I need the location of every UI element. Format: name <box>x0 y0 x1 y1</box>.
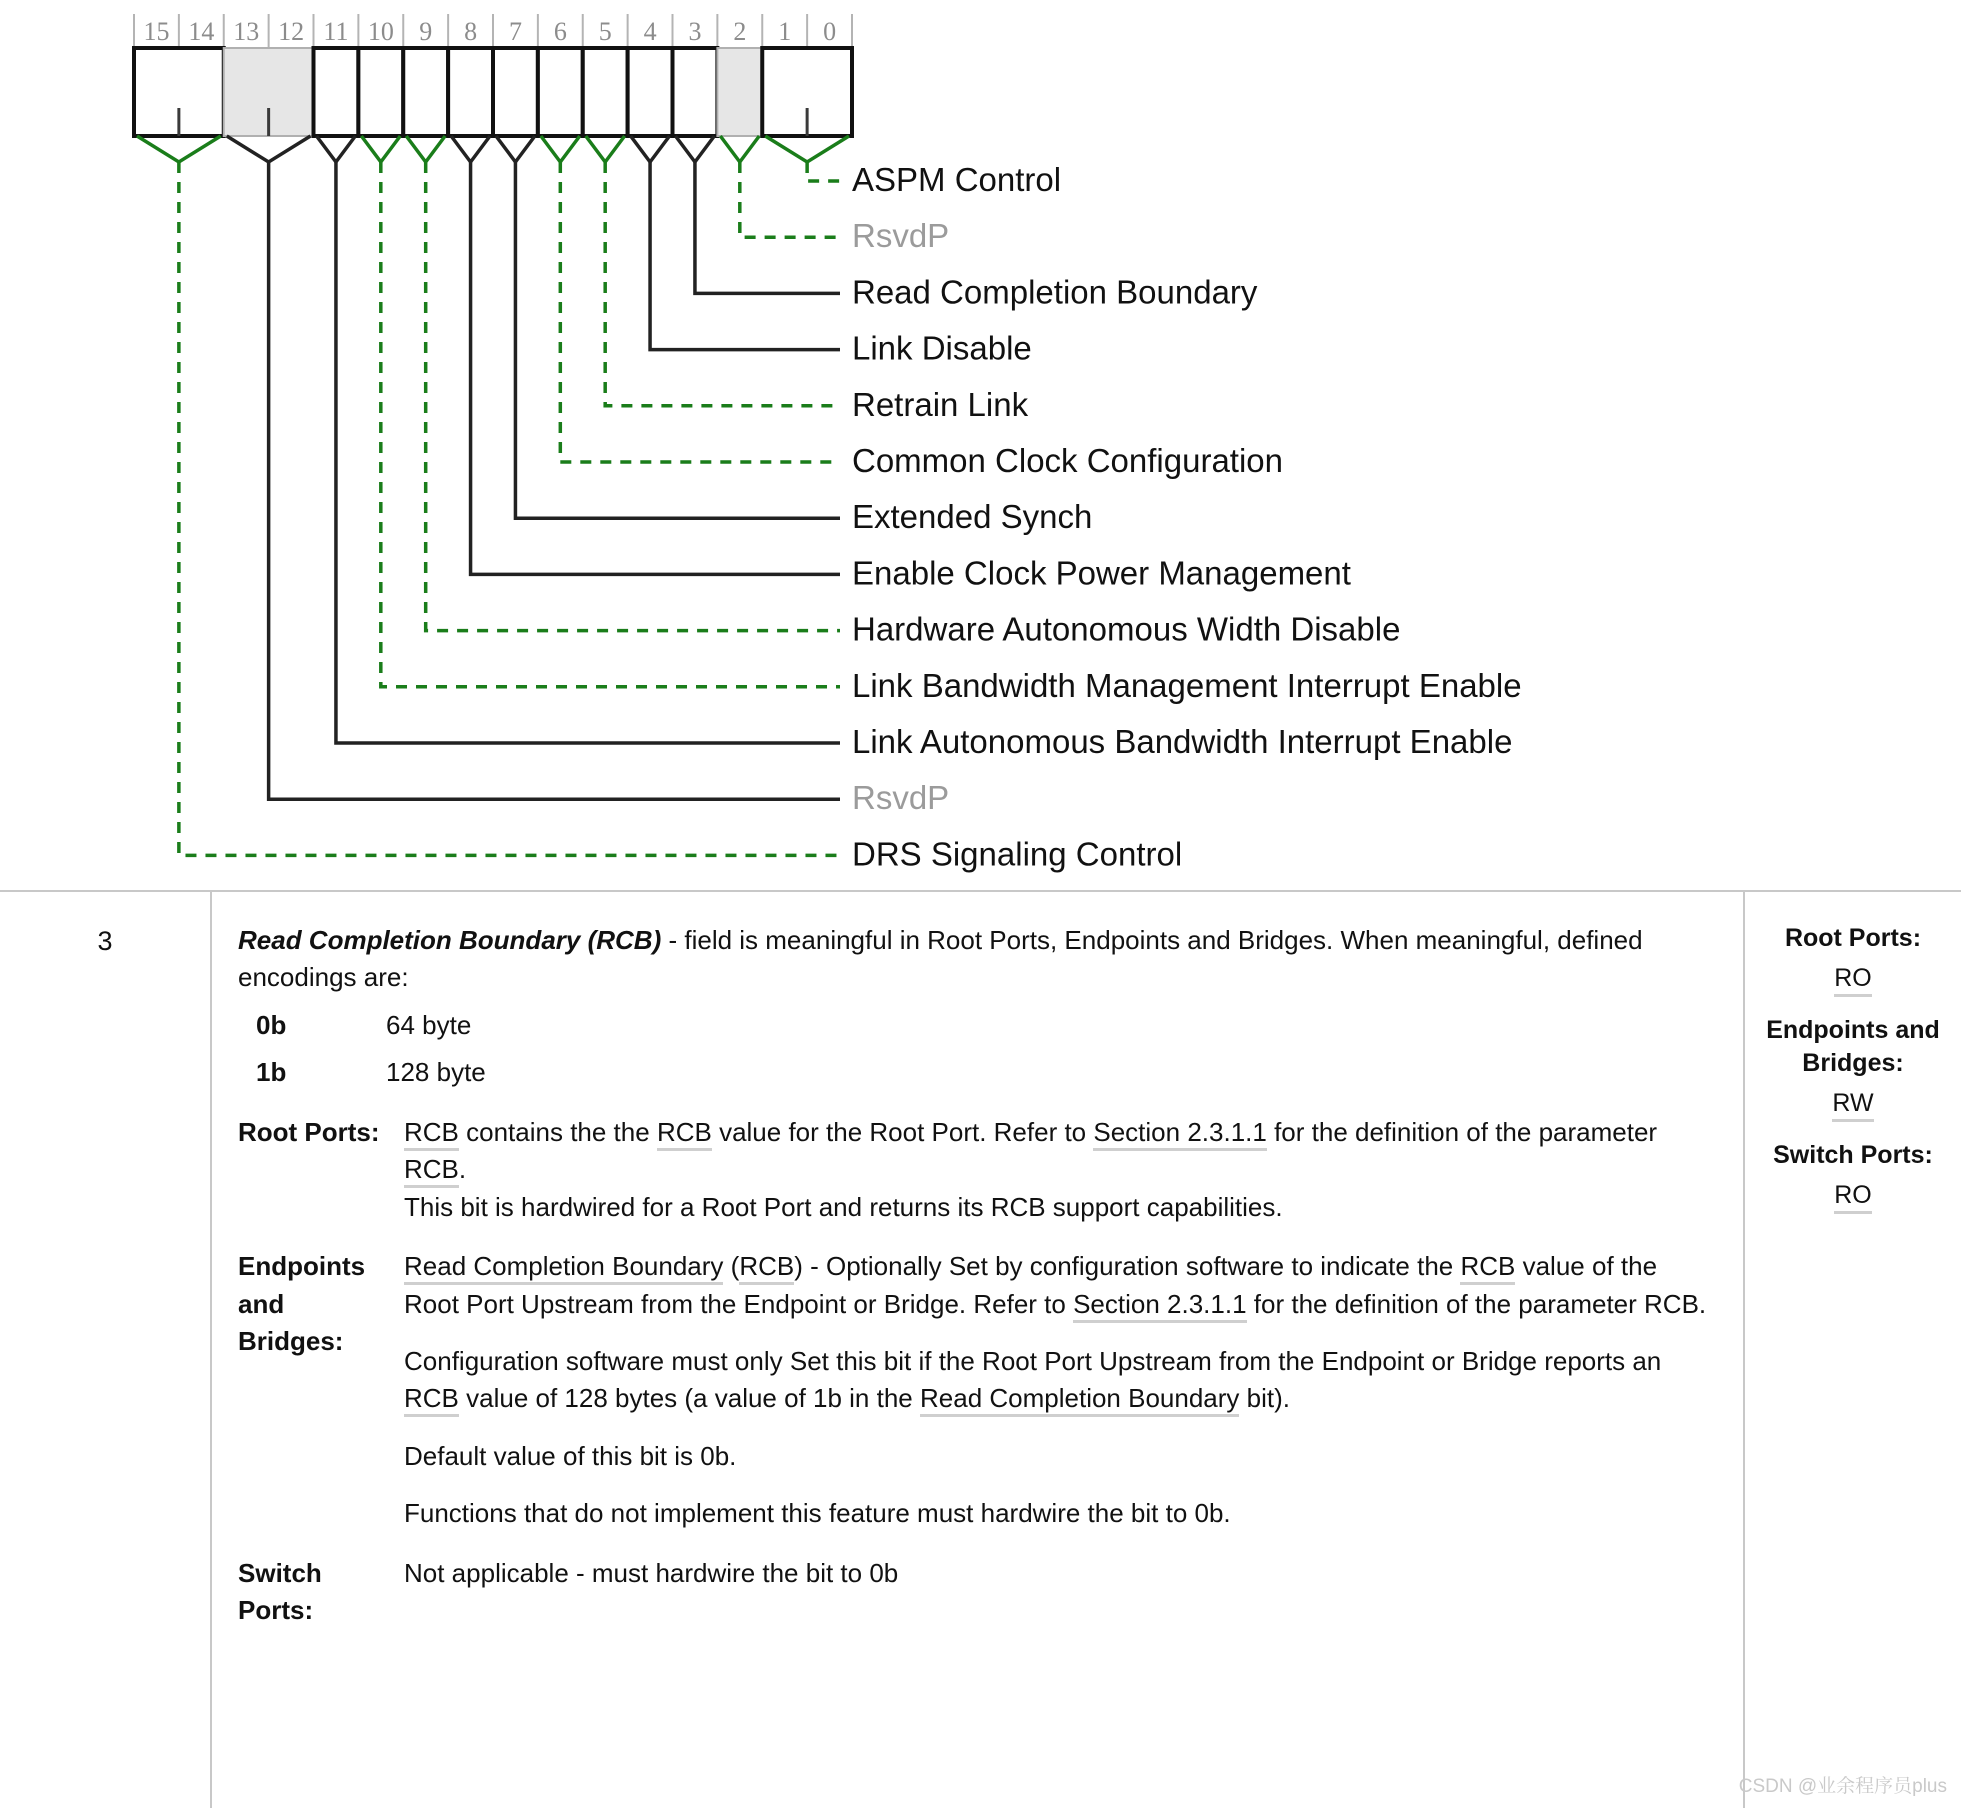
field-label: Hardware Autonomous Width Disable <box>852 610 1401 648</box>
switch-ports-block <box>238 1555 1717 1630</box>
rcb-term: RCB <box>404 1117 459 1151</box>
field-label: Common Clock Configuration <box>852 442 1284 479</box>
svg-text:0: 0 <box>823 17 837 46</box>
attributes-cell <box>1743 892 1961 1808</box>
rcb-term: RCB <box>657 1117 712 1151</box>
encoding-key: 0b <box>256 1009 287 1040</box>
bit-location-value: 3 <box>97 926 113 956</box>
svg-text:4: 4 <box>643 17 657 46</box>
endpoints-paragraph-4: Functions that do not implement this feature must hardwire the bit to 0b. <box>404 1498 1231 1529</box>
bit-field-diagram <box>0 0 1961 890</box>
rcb-term: RCB <box>404 1383 459 1417</box>
register-field-table <box>0 890 1961 1808</box>
encoding-value: 64 byte <box>386 1009 472 1040</box>
svg-text:15: 15 <box>143 17 170 46</box>
field-label: Link Bandwidth Management Interrupt Enable <box>852 666 1522 704</box>
svg-text:8: 8 <box>464 17 478 46</box>
field-label: Retrain Link <box>852 385 1029 423</box>
switch-ports-label: Switch Ports: <box>238 1557 322 1626</box>
svg-text:7: 7 <box>508 17 522 46</box>
switch-ports-paragraph: Not applicable - must hardwire the bit to 0b <box>404 1557 899 1588</box>
svg-text:5: 5 <box>598 17 612 46</box>
endpoints-paragraph-1: Read Completion Boundary (RCB) - Optionally Set by configuration software to indicate the RCB value of the Root Port Upstream from the Endpoint or Bridge. Refer to Section 2.3.1.1 for the definition of the parameter RCB. <box>404 1248 1717 1323</box>
svg-text:14: 14 <box>188 17 215 46</box>
endpoints-bridges-block <box>238 1248 1717 1533</box>
field-title: Read Completion Boundary <box>238 925 581 955</box>
root-ports-label: Root Ports: <box>238 1116 380 1147</box>
root-ports-paragraph-2: This bit is hardwired for a Root Port and returns its RCB support capabilities. <box>404 1191 1283 1222</box>
endpoints-paragraph-2: Configuration software must only Set this bit if the Root Port Upstream from the Endpoint or Bridge reports an RCB value of 128 bytes (a value of 1b in the Read Completion Boundary bit). <box>404 1343 1717 1418</box>
table-row <box>0 892 1961 1808</box>
field-label: Link Autonomous Bandwidth Interrupt Enable <box>852 723 1513 760</box>
rcb-full-term: Read Completion Boundary <box>404 1251 723 1285</box>
bit-location-cell <box>0 892 212 1808</box>
field-label: Read Completion Boundary <box>852 273 1258 311</box>
bit-field-svg <box>0 0 1961 890</box>
attribute-value: RO <box>1745 962 1961 996</box>
watermark: CSDN @业余程序员plus <box>1738 1776 1947 1797</box>
svg-text:13: 13 <box>233 17 260 46</box>
encoding-row <box>238 1054 1717 1091</box>
field-label: RsvdP <box>852 779 950 817</box>
rcb-term: RCB <box>404 1154 459 1188</box>
encoding-key: 1b <box>256 1057 287 1088</box>
svg-text:6: 6 <box>553 17 567 46</box>
svg-text:1: 1 <box>778 17 792 46</box>
section-reference: Section 2.3.1.1 <box>1073 1289 1246 1323</box>
attribute-heading: Root Ports: <box>1784 924 1922 952</box>
svg-text:10: 10 <box>367 17 394 46</box>
svg-text:12: 12 <box>278 17 305 46</box>
endpoints-bridges-label: Endpoints and Bridges: <box>238 1251 366 1356</box>
endpoints-paragraph-3: Default value of this bit is 0b. <box>404 1440 737 1471</box>
field-lead-rest: - field is meaningful in Root Ports, Endpoints and Bridges. When meaningful, defined encodings are: <box>238 925 1643 993</box>
svg-text:2: 2 <box>733 17 747 46</box>
root-ports-block <box>238 1114 1717 1189</box>
encoding-value: 128 byte <box>386 1057 486 1088</box>
attribute-heading: Endpoints and Bridges: <box>1766 1015 1940 1078</box>
section-reference: Section 2.3.1.1 <box>1093 1117 1266 1151</box>
attribute-value: RW <box>1745 1087 1961 1121</box>
field-label: Link Disable <box>852 329 1032 367</box>
svg-text:11: 11 <box>323 17 349 46</box>
field-label: Extended Synch <box>852 498 1093 536</box>
field-abbrev: (RCB) <box>587 925 662 955</box>
field-label: ASPM Control <box>852 161 1062 198</box>
rcb-full-term: Read Completion Boundary <box>920 1383 1239 1417</box>
description-cell <box>212 892 1743 1808</box>
field-lead-paragraph <box>238 922 1717 997</box>
root-ports-paragraph-1: RCB contains the the RCB value for the Root Port. Refer to Section 2.3.1.1 for the definition of the parameter RCB. <box>404 1114 1717 1189</box>
svg-text:9: 9 <box>419 17 433 46</box>
field-label: RsvdP <box>852 217 950 255</box>
attribute-value: RO <box>1745 1179 1961 1213</box>
rcb-term: RCB <box>739 1251 794 1285</box>
svg-text:3: 3 <box>688 17 702 46</box>
encoding-row <box>238 1007 1717 1044</box>
attribute-heading: Switch Ports: <box>1773 1140 1933 1169</box>
field-label: DRS Signaling Control <box>852 835 1183 873</box>
rcb-term: RCB <box>1460 1251 1515 1285</box>
field-label: Enable Clock Power Management <box>852 554 1351 592</box>
